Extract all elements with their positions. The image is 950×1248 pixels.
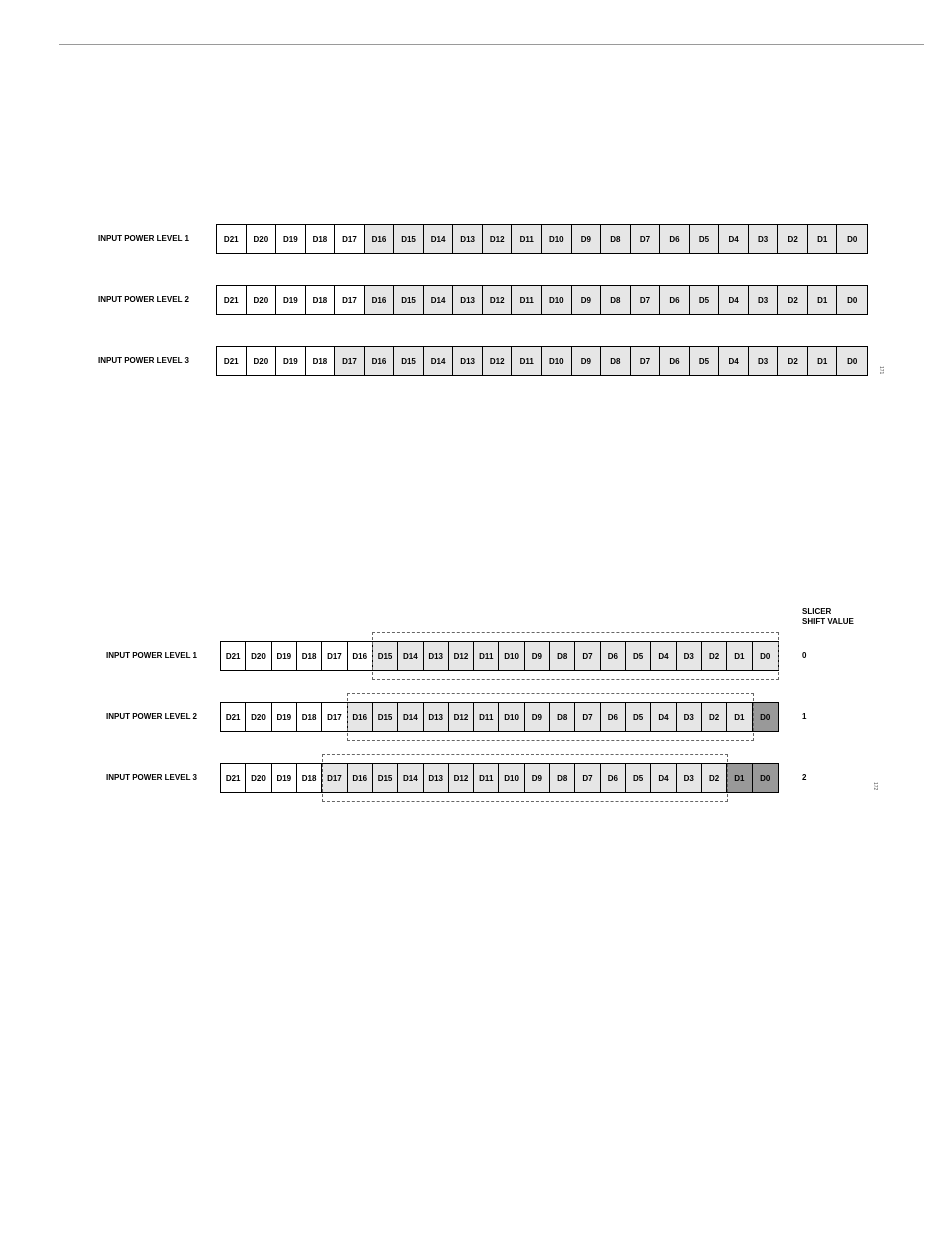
bit-cell-d1: D1 — [727, 703, 752, 731]
bit-cell-d2: D2 — [778, 286, 808, 314]
bit-cell-d7: D7 — [631, 347, 661, 375]
bit-cell-d15: D15 — [394, 286, 424, 314]
bit-cell-d17: D17 — [335, 286, 365, 314]
bit-cell-d7: D7 — [631, 286, 661, 314]
bit-cell-d16: D16 — [348, 642, 373, 670]
bit-cell-d1: D1 — [727, 764, 752, 792]
bit-register-row — [216, 285, 868, 315]
bit-cell-d14: D14 — [424, 347, 454, 375]
bit-cell-d17: D17 — [322, 764, 347, 792]
bit-cell-d1: D1 — [808, 347, 838, 375]
bit-cell-d9: D9 — [572, 225, 602, 253]
row-label: INPUT POWER LEVEL 1 — [106, 651, 197, 660]
bit-cell-d17: D17 — [322, 642, 347, 670]
row-label: INPUT POWER LEVEL 2 — [98, 295, 189, 304]
bit-cell-d20: D20 — [247, 286, 277, 314]
bit-cell-d16: D16 — [348, 703, 373, 731]
bit-cell-d3: D3 — [677, 703, 702, 731]
bit-cell-d21: D21 — [217, 225, 247, 253]
slicer-header-line1: SLICER — [802, 607, 832, 616]
bit-cell-d12: D12 — [483, 347, 513, 375]
bit-cell-d19: D19 — [276, 347, 306, 375]
bit-cell-d5: D5 — [690, 347, 720, 375]
bit-register-row — [216, 346, 868, 376]
slicer-window — [347, 693, 754, 741]
bit-cell-d3: D3 — [677, 764, 702, 792]
bit-register-row — [220, 702, 779, 732]
slicer-window — [322, 754, 729, 802]
bit-cell-d20: D20 — [246, 764, 271, 792]
bit-cell-d19: D19 — [272, 764, 297, 792]
bit-cell-d6: D6 — [601, 642, 626, 670]
bit-register-row — [220, 763, 779, 793]
bit-cell-d18: D18 — [306, 225, 336, 253]
bit-cell-d15: D15 — [394, 225, 424, 253]
bit-cell-d11: D11 — [474, 642, 499, 670]
slicer-window — [372, 632, 779, 680]
row-label: INPUT POWER LEVEL 2 — [106, 712, 197, 721]
bit-cell-d12: D12 — [449, 764, 474, 792]
bit-cell-d11: D11 — [474, 703, 499, 731]
bit-cell-d0: D0 — [837, 225, 867, 253]
bit-cell-d2: D2 — [702, 703, 727, 731]
bit-cell-d6: D6 — [660, 347, 690, 375]
bit-cell-d17: D17 — [322, 703, 347, 731]
bit-cell-d0: D0 — [753, 764, 778, 792]
slicer-shift-value: 1 — [802, 712, 807, 721]
bit-cell-d3: D3 — [749, 286, 779, 314]
bit-cell-d8: D8 — [550, 703, 575, 731]
bit-cell-d15: D15 — [373, 642, 398, 670]
bit-cell-d12: D12 — [483, 225, 513, 253]
bit-cell-d4: D4 — [651, 703, 676, 731]
bit-cell-d6: D6 — [601, 764, 626, 792]
bit-cell-d6: D6 — [660, 286, 690, 314]
bit-cell-d11: D11 — [512, 347, 542, 375]
bit-cell-d4: D4 — [719, 347, 749, 375]
top-rule — [59, 44, 924, 45]
bit-cell-d6: D6 — [601, 703, 626, 731]
bit-cell-d15: D15 — [373, 764, 398, 792]
bit-cell-d13: D13 — [453, 225, 483, 253]
bit-cell-d11: D11 — [512, 225, 542, 253]
bit-cell-d14: D14 — [424, 286, 454, 314]
bit-cell-d19: D19 — [276, 286, 306, 314]
bit-cell-d19: D19 — [272, 703, 297, 731]
slicer-shift-value: 2 — [802, 773, 807, 782]
bit-cell-d9: D9 — [525, 642, 550, 670]
bit-cell-d7: D7 — [575, 642, 600, 670]
row-label: INPUT POWER LEVEL 3 — [98, 356, 189, 365]
bit-cell-d14: D14 — [424, 225, 454, 253]
bit-cell-d16: D16 — [365, 286, 395, 314]
bit-cell-d3: D3 — [749, 225, 779, 253]
bit-cell-d1: D1 — [808, 286, 838, 314]
bit-cell-d13: D13 — [424, 642, 449, 670]
bit-cell-d4: D4 — [651, 642, 676, 670]
bit-cell-d12: D12 — [449, 703, 474, 731]
bit-cell-d0: D0 — [837, 286, 867, 314]
bit-cell-d11: D11 — [512, 286, 542, 314]
figure-id: 171 — [878, 366, 884, 375]
bit-cell-d8: D8 — [601, 347, 631, 375]
bit-cell-d11: D11 — [474, 764, 499, 792]
bit-cell-d13: D13 — [424, 703, 449, 731]
bit-cell-d4: D4 — [651, 764, 676, 792]
slicer-header-line2: SHIFT VALUE — [802, 617, 854, 626]
slicer-shift-value: 0 — [802, 651, 807, 660]
slicer-shift-header — [802, 607, 854, 627]
bit-cell-d16: D16 — [365, 347, 395, 375]
bit-cell-d2: D2 — [702, 764, 727, 792]
bit-cell-d14: D14 — [398, 764, 423, 792]
bit-cell-d10: D10 — [499, 764, 524, 792]
bit-cell-d8: D8 — [601, 225, 631, 253]
bit-cell-d2: D2 — [702, 642, 727, 670]
bit-cell-d0: D0 — [753, 642, 778, 670]
bit-cell-d8: D8 — [550, 764, 575, 792]
bit-register-row — [216, 224, 868, 254]
bit-cell-d21: D21 — [221, 764, 246, 792]
bit-cell-d5: D5 — [626, 642, 651, 670]
bit-register-row — [220, 641, 779, 671]
bit-cell-d7: D7 — [575, 764, 600, 792]
bit-cell-d15: D15 — [394, 347, 424, 375]
bit-cell-d1: D1 — [727, 642, 752, 670]
bit-cell-d6: D6 — [660, 225, 690, 253]
bit-cell-d20: D20 — [247, 225, 277, 253]
bit-cell-d14: D14 — [398, 703, 423, 731]
row-label: INPUT POWER LEVEL 3 — [106, 773, 197, 782]
bit-cell-d2: D2 — [778, 347, 808, 375]
bit-cell-d21: D21 — [221, 703, 246, 731]
bit-cell-d10: D10 — [542, 347, 572, 375]
bit-cell-d10: D10 — [542, 225, 572, 253]
bit-cell-d17: D17 — [335, 347, 365, 375]
bit-cell-d9: D9 — [572, 286, 602, 314]
bit-cell-d7: D7 — [575, 703, 600, 731]
bit-cell-d17: D17 — [335, 225, 365, 253]
bit-cell-d2: D2 — [778, 225, 808, 253]
bit-cell-d5: D5 — [690, 225, 720, 253]
bit-cell-d5: D5 — [626, 703, 651, 731]
figure-id: 172 — [872, 782, 878, 791]
bit-cell-d8: D8 — [550, 642, 575, 670]
bit-cell-d19: D19 — [276, 225, 306, 253]
bit-cell-d13: D13 — [424, 764, 449, 792]
bit-cell-d8: D8 — [601, 286, 631, 314]
bit-cell-d13: D13 — [453, 347, 483, 375]
bit-cell-d4: D4 — [719, 225, 749, 253]
bit-cell-d21: D21 — [217, 347, 247, 375]
bit-cell-d14: D14 — [398, 642, 423, 670]
bit-cell-d0: D0 — [837, 347, 867, 375]
bit-cell-d5: D5 — [690, 286, 720, 314]
bit-cell-d13: D13 — [453, 286, 483, 314]
bit-cell-d9: D9 — [572, 347, 602, 375]
bit-cell-d12: D12 — [449, 642, 474, 670]
bit-cell-d20: D20 — [246, 642, 271, 670]
bit-cell-d16: D16 — [348, 764, 373, 792]
bit-cell-d7: D7 — [631, 225, 661, 253]
bit-cell-d18: D18 — [306, 347, 336, 375]
bit-cell-d3: D3 — [677, 642, 702, 670]
bit-cell-d1: D1 — [808, 225, 838, 253]
bit-cell-d18: D18 — [297, 703, 322, 731]
bit-cell-d10: D10 — [542, 286, 572, 314]
bit-cell-d21: D21 — [221, 642, 246, 670]
bit-cell-d18: D18 — [297, 764, 322, 792]
bit-cell-d16: D16 — [365, 225, 395, 253]
bit-cell-d0: D0 — [753, 703, 778, 731]
bit-cell-d15: D15 — [373, 703, 398, 731]
bit-cell-d19: D19 — [272, 642, 297, 670]
bit-cell-d20: D20 — [246, 703, 271, 731]
bit-cell-d18: D18 — [306, 286, 336, 314]
bit-cell-d5: D5 — [626, 764, 651, 792]
bit-cell-d20: D20 — [247, 347, 277, 375]
bit-cell-d21: D21 — [217, 286, 247, 314]
bit-cell-d9: D9 — [525, 764, 550, 792]
row-label: INPUT POWER LEVEL 1 — [98, 234, 189, 243]
bit-cell-d10: D10 — [499, 703, 524, 731]
bit-cell-d3: D3 — [749, 347, 779, 375]
bit-cell-d10: D10 — [499, 642, 524, 670]
bit-cell-d12: D12 — [483, 286, 513, 314]
bit-cell-d4: D4 — [719, 286, 749, 314]
bit-cell-d9: D9 — [525, 703, 550, 731]
bit-cell-d18: D18 — [297, 642, 322, 670]
